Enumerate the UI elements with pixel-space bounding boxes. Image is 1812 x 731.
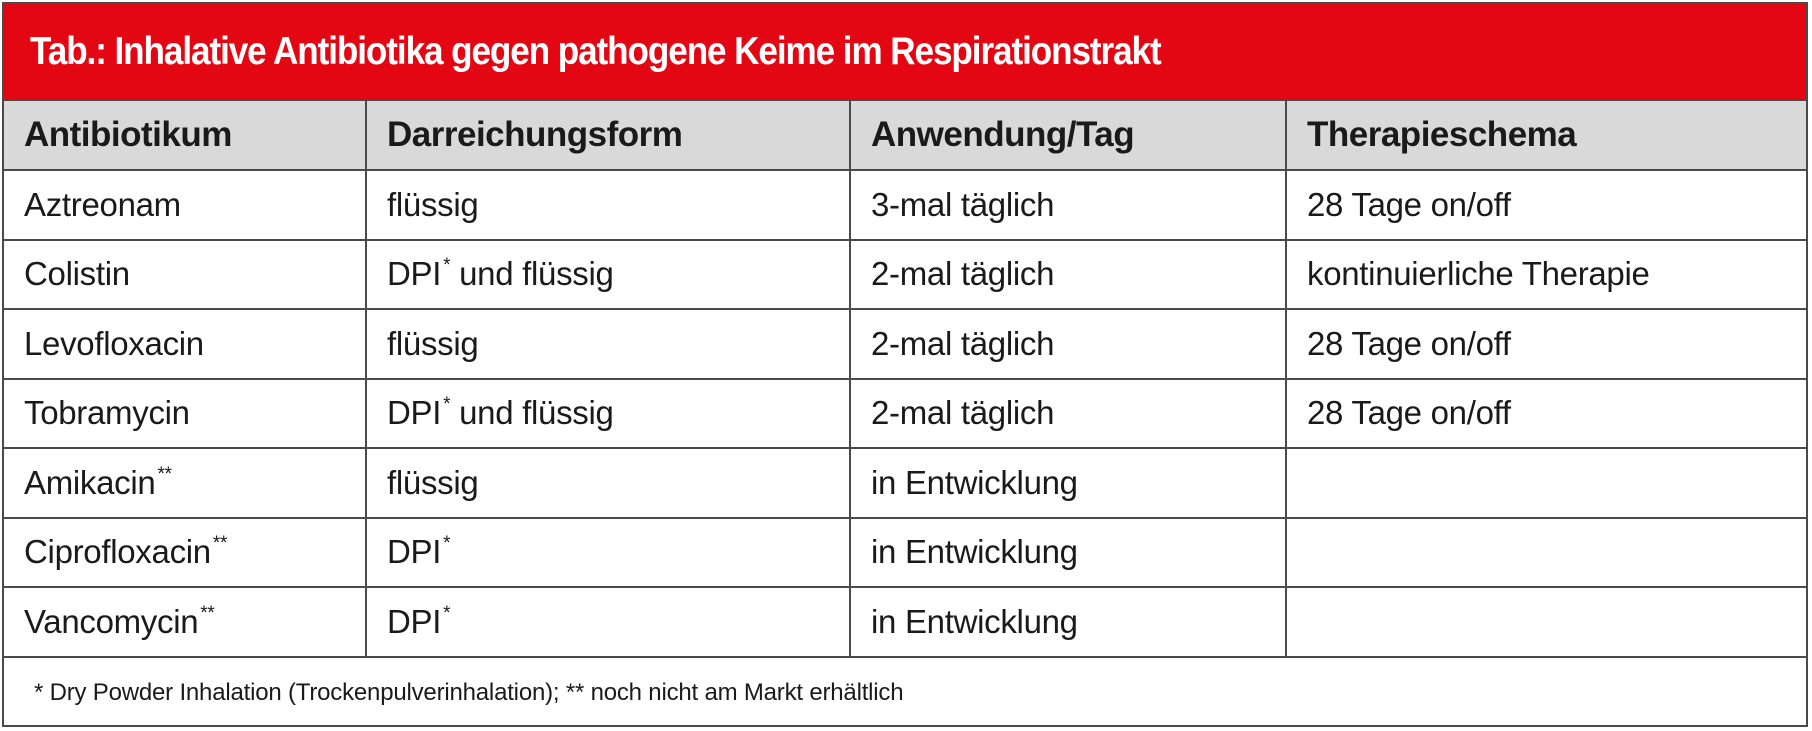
cell-dosing: in Entwicklung	[850, 448, 1286, 518]
header-row	[4, 101, 1806, 170]
footnote-marker-not-available: **	[212, 533, 228, 555]
form-suffix: und flüssig	[450, 255, 614, 293]
data-table	[4, 101, 1806, 658]
form-text: flüssig	[387, 463, 479, 501]
form-prefix: DPI	[387, 394, 442, 432]
antibiotic-name: Tobramycin	[24, 394, 190, 432]
cell-schedule: kontinuierliche Therapie	[1286, 240, 1806, 310]
cell-form	[366, 240, 850, 310]
table-row	[4, 518, 1806, 588]
cell-schedule	[1286, 587, 1806, 657]
footnote-marker-dpi: *	[443, 255, 451, 277]
table-row	[4, 309, 1806, 379]
column-header-form: Darreichungsform	[366, 101, 850, 170]
cell-dosing: in Entwicklung	[850, 587, 1286, 657]
table-row	[4, 448, 1806, 518]
antibiotics-table	[2, 2, 1808, 727]
form-text: flüssig	[387, 185, 479, 223]
footnote-text: * Dry Powder Inhalation (Trockenpulverinhalation); ** noch nicht am Markt erhältlich	[34, 678, 904, 706]
table-title: Tab.: Inhalative Antibiotika gegen pathogene Keime im Respirationstrakt	[30, 29, 1161, 73]
table-row	[4, 240, 1806, 310]
cell-antibiotic	[4, 379, 366, 449]
antibiotic-name: Aztreonam	[24, 185, 181, 223]
column-header-antibiotic: Antibiotikum	[4, 101, 366, 170]
table-title-bar	[4, 4, 1806, 101]
footnote-marker-dpi: *	[443, 533, 451, 555]
cell-antibiotic	[4, 170, 366, 240]
antibiotic-name: Amikacin	[24, 463, 156, 501]
column-header-schedule: Therapieschema	[1286, 101, 1806, 170]
cell-form	[366, 448, 850, 518]
antibiotic-name: Vancomycin	[24, 602, 199, 640]
footnote-marker-not-available: **	[157, 463, 172, 485]
table-row	[4, 587, 1806, 657]
cell-schedule: 28 Tage on/off	[1286, 379, 1806, 449]
cell-antibiotic	[4, 240, 366, 310]
cell-dosing: 3-mal täglich	[850, 170, 1286, 240]
cell-antibiotic	[4, 309, 366, 379]
cell-form	[366, 379, 850, 449]
footnote-marker-dpi: *	[443, 602, 451, 624]
column-header-dosing: Anwendung/Tag	[850, 101, 1286, 170]
cell-antibiotic	[4, 518, 366, 588]
cell-form	[366, 587, 850, 657]
cell-schedule	[1286, 448, 1806, 518]
antibiotic-name: Levofloxacin	[24, 324, 204, 362]
form-text: flüssig	[387, 324, 479, 362]
antibiotic-name: Ciprofloxacin	[24, 533, 211, 571]
antibiotic-name: Colistin	[24, 255, 130, 293]
cell-schedule: 28 Tage on/off	[1286, 170, 1806, 240]
footnote-marker-dpi: *	[443, 394, 451, 416]
cell-schedule: 28 Tage on/off	[1286, 309, 1806, 379]
cell-dosing: 2-mal täglich	[850, 240, 1286, 310]
cell-form	[366, 309, 850, 379]
table-row	[4, 170, 1806, 240]
cell-dosing: 2-mal täglich	[850, 379, 1286, 449]
cell-antibiotic	[4, 448, 366, 518]
table-row	[4, 379, 1806, 449]
cell-form	[366, 170, 850, 240]
form-prefix: DPI	[387, 533, 442, 571]
cell-schedule	[1286, 518, 1806, 588]
form-suffix: und flüssig	[450, 394, 614, 432]
table-footnote	[4, 658, 1806, 728]
cell-dosing: in Entwicklung	[850, 518, 1286, 588]
form-prefix: DPI	[387, 255, 442, 293]
cell-form	[366, 518, 850, 588]
cell-dosing: 2-mal täglich	[850, 309, 1286, 379]
form-prefix: DPI	[387, 602, 442, 640]
footnote-marker-not-available: **	[200, 602, 215, 624]
cell-antibiotic	[4, 587, 366, 657]
